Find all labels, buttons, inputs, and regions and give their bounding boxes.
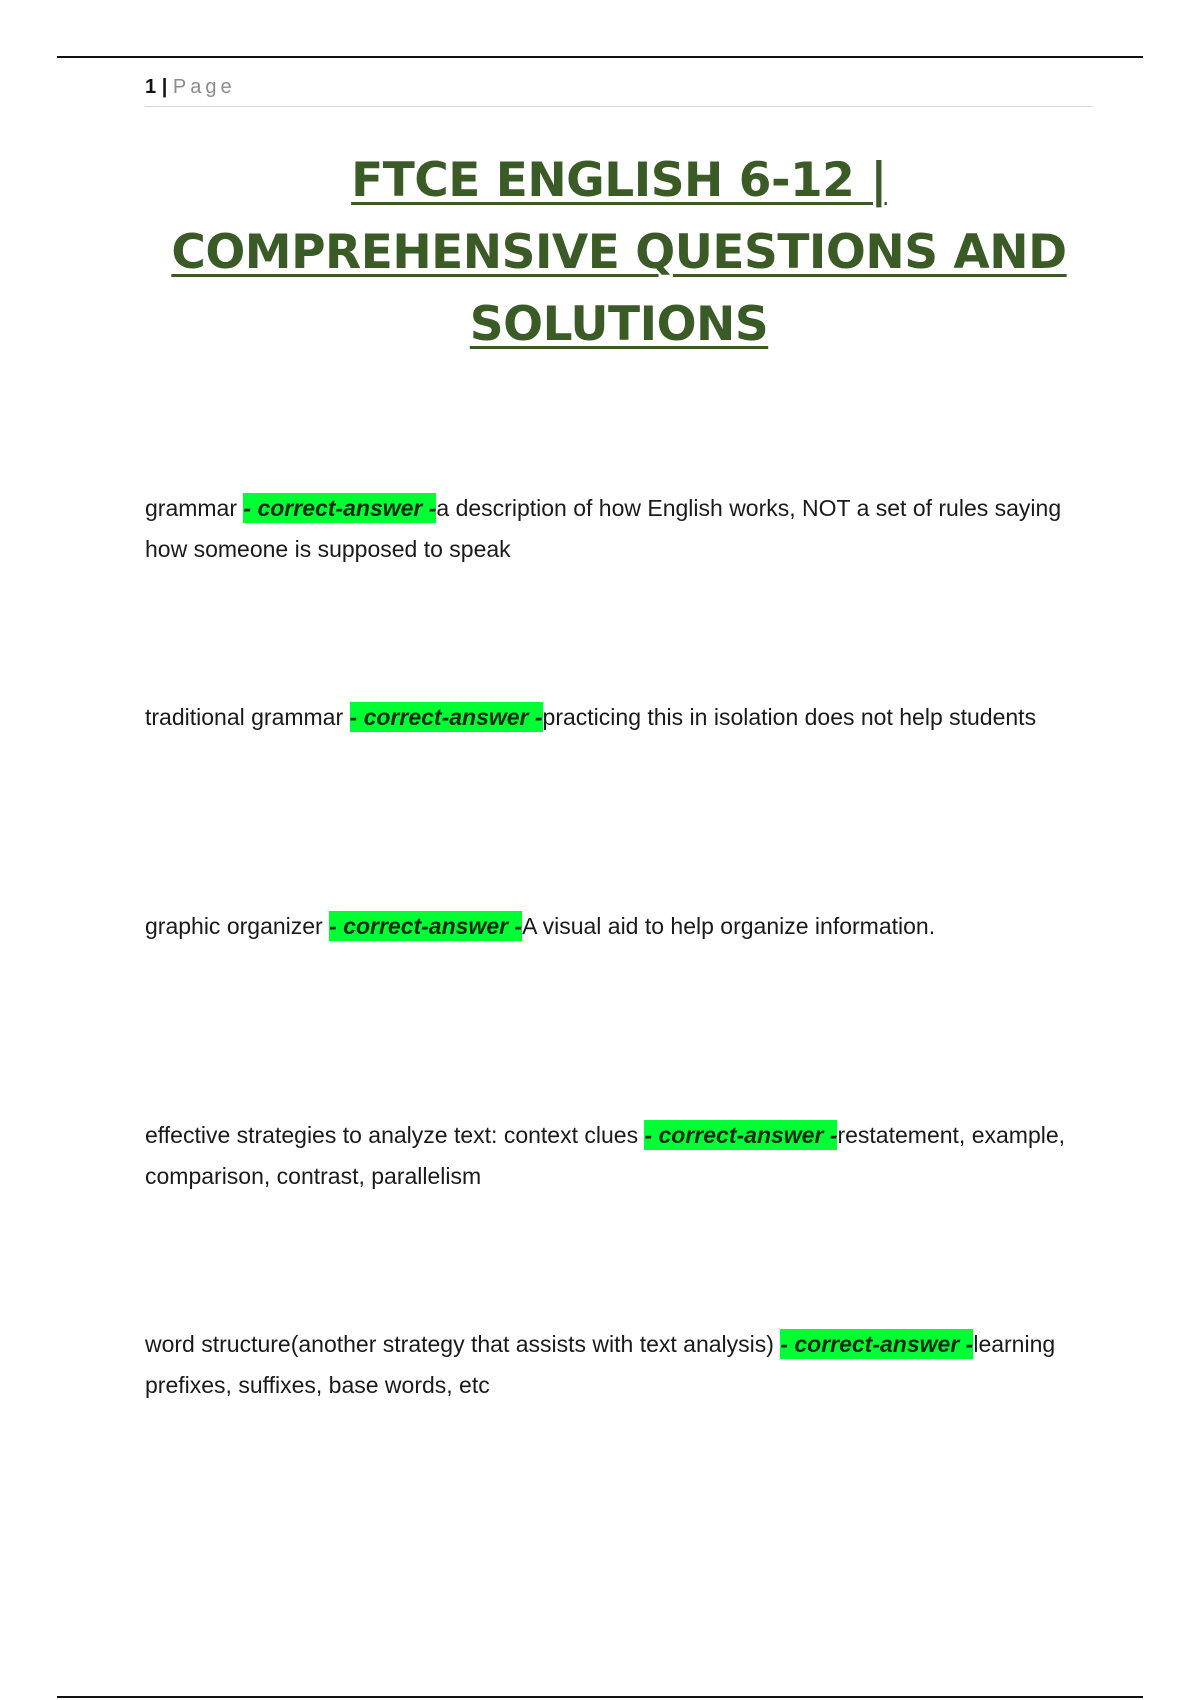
page-label: Page bbox=[172, 76, 236, 98]
qa-term: effective strategies to analyze text: context clues bbox=[145, 1122, 639, 1148]
qa-term: traditional grammar bbox=[145, 704, 344, 730]
qa-answer: A visual aid to help organize information. bbox=[522, 913, 936, 939]
page-number: 1 bbox=[145, 76, 157, 98]
qa-item bbox=[145, 906, 1085, 1115]
qa-answer: practicing this in isolation does not help students bbox=[542, 704, 1037, 730]
qa-item bbox=[145, 488, 1085, 697]
top-rule bbox=[57, 56, 1143, 58]
qa-item bbox=[145, 1324, 1085, 1533]
qa-term: grammar bbox=[145, 495, 238, 521]
qa-term: graphic organizer bbox=[145, 913, 323, 939]
qa-item bbox=[145, 1115, 1085, 1324]
bottom-rule bbox=[57, 1696, 1143, 1698]
document-title bbox=[145, 145, 1093, 361]
answer-marker: - correct-answer - bbox=[329, 913, 523, 939]
title-line-2: COMPREHENSIVE QUESTIONS AND bbox=[171, 225, 1067, 280]
title-line-1: FTCE ENGLISH 6-12 | bbox=[351, 153, 887, 208]
qa-item bbox=[145, 697, 1085, 906]
qa-answer: learning prefixes, suffixes, base words, etc bbox=[145, 1331, 1056, 1398]
answer-marker: - correct-answer - bbox=[349, 704, 543, 730]
answer-marker: - correct-answer - bbox=[780, 1331, 974, 1357]
qa-term: word structure(another strategy that assists with text analysis) bbox=[145, 1331, 774, 1357]
answer-marker: - correct-answer - bbox=[644, 1122, 838, 1148]
answer-marker: - correct-answer - bbox=[243, 495, 437, 521]
qa-answer: a description of how English works, NOT a set of rules saying how someone is supposed to speak bbox=[145, 495, 1062, 562]
page-header bbox=[145, 74, 1093, 107]
page-separator: | bbox=[161, 76, 168, 98]
title-line-3: SOLUTIONS bbox=[469, 297, 769, 352]
qa-list bbox=[145, 488, 1085, 1533]
qa-answer: restatement, example, comparison, contrast, parallelism bbox=[145, 1122, 1066, 1189]
